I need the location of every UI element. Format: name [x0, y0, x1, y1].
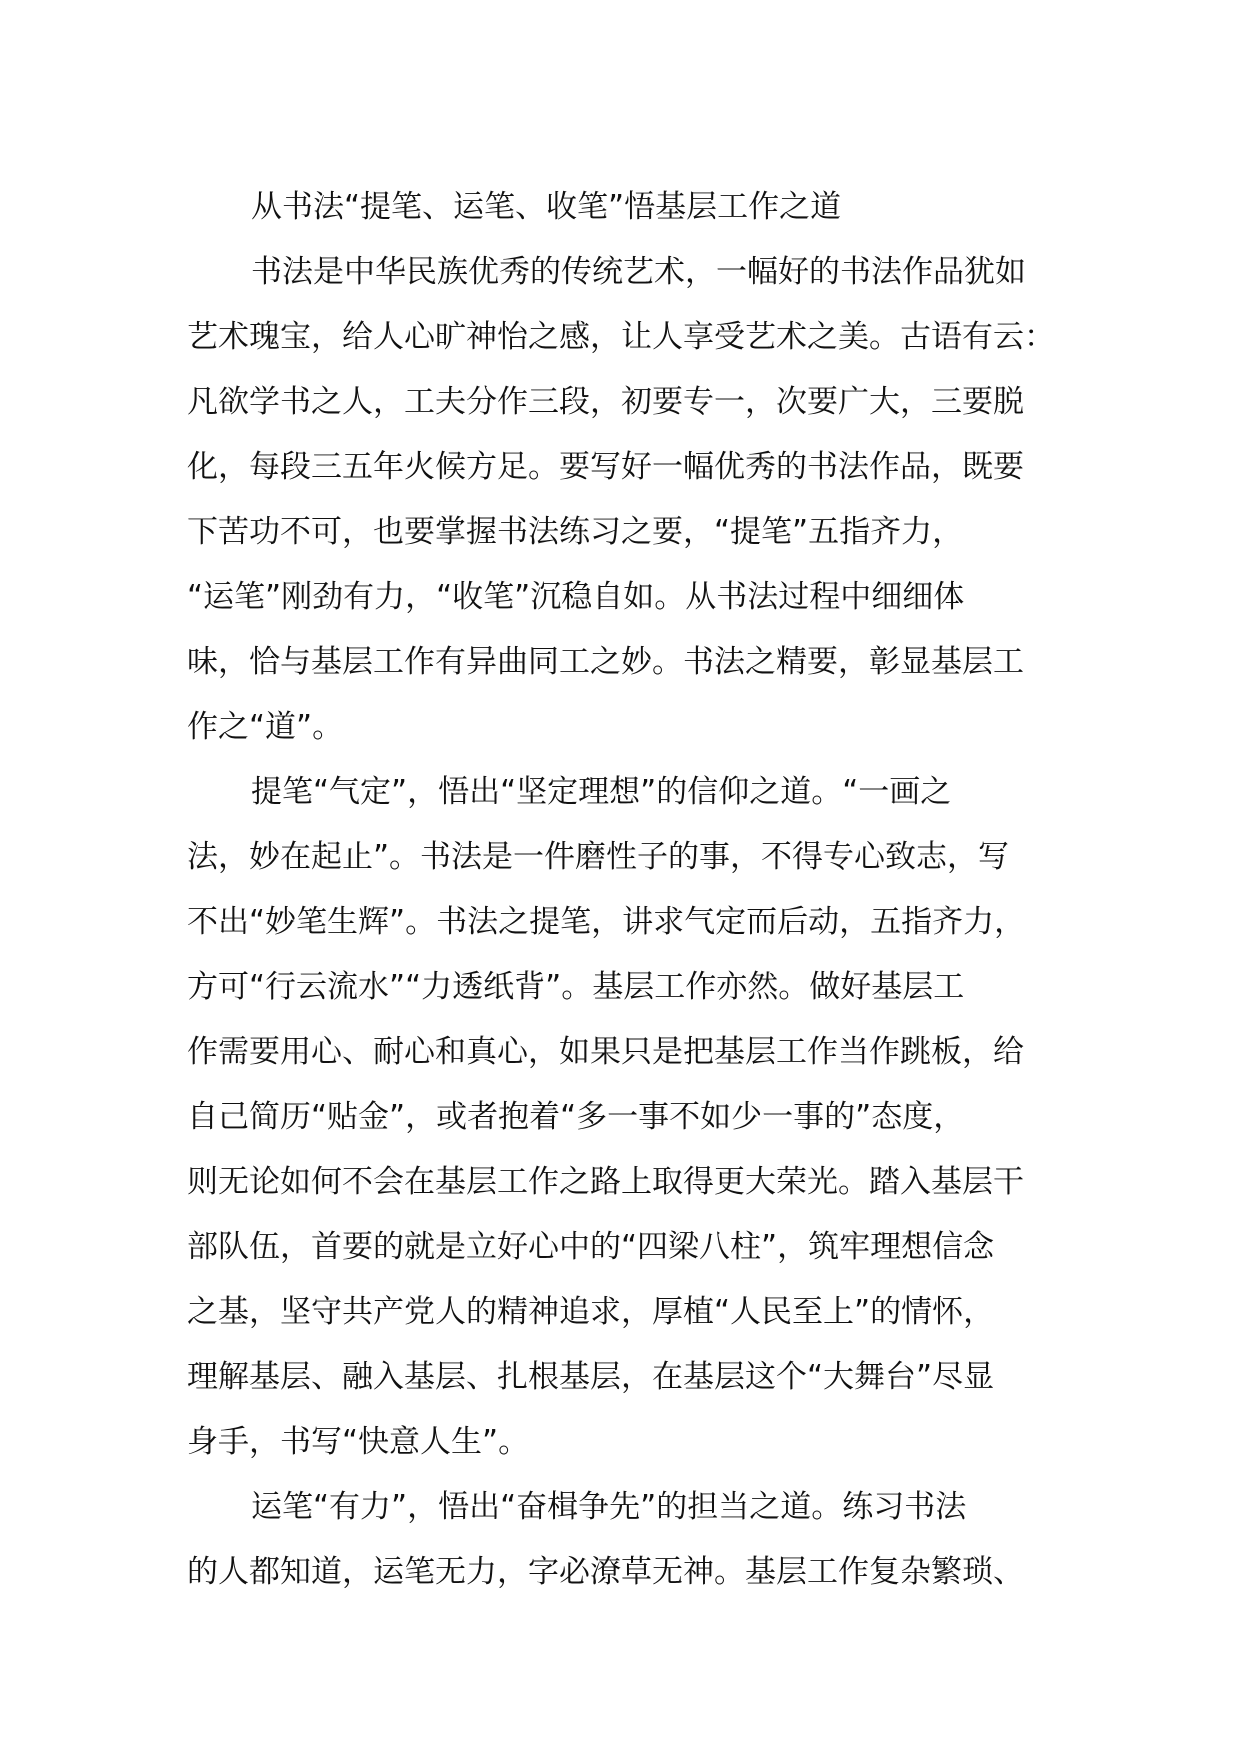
text-line: 凡欲学书之人，工夫分作三段，初要专一，次要广大，三要脱: [187, 384, 1024, 420]
text-line: 方可“行云流水”“力透纸背”。基层工作亦然。做好基层工: [187, 969, 965, 1005]
text-line: 作之“道”。: [187, 709, 344, 745]
paragraph-yunbi: [187, 1475, 1087, 1605]
document-body: [187, 175, 1087, 1605]
document-title: 从书法“提笔、运笔、收笔”悟基层工作之道: [251, 189, 842, 225]
text-line: 下苦功不可，也要掌握书法练习之要，“提笔”五指齐力，: [187, 514, 964, 550]
paragraph-tibi: [187, 760, 1087, 1475]
text-line: 理解基层、融入基层、扎根基层，在基层这个“大舞台”尽显: [187, 1359, 995, 1395]
text-line: 味，恰与基层工作有异曲同工之妙。书法之精要，彰显基层工: [187, 644, 1024, 680]
text-line: 作需要用心、耐心和真心，如果只是把基层工作当作跳板，给: [187, 1034, 1024, 1070]
text-line: 之基，坚守共产党人的精神追求，厚植“人民至上”的情怀，: [187, 1294, 995, 1330]
text-line: 提笔“气定”，悟出“坚定理想”的信仰之道。“一画之: [251, 774, 952, 810]
text-line: 部队伍，首要的就是立好心中的“四梁八柱”，筑牢理想信念: [187, 1229, 995, 1265]
text-line: 不出“妙笔生辉”。书法之提笔，讲求气定而后动，五指齐力，: [187, 904, 1026, 940]
text-line: 自己简历“贴金”，或者抱着“多一事不如少一事的”态度，: [187, 1099, 965, 1135]
text-line: 身手，书写“快意人生”。: [187, 1424, 530, 1460]
paragraph-intro: [187, 240, 1087, 760]
text-line: 运笔“有力”，悟出“奋楫争先”的担当之道。练习书法: [251, 1489, 967, 1525]
text-line: 艺术瑰宝，给人心旷神怡之感，让人享受艺术之美。古语有云：: [187, 319, 1055, 355]
text-line: 书法是中华民族优秀的传统艺术，一幅好的书法作品犹如: [251, 254, 1026, 290]
text-line: 法，妙在起止”。书法是一件磨性子的事，不得专心致志，写: [187, 839, 1010, 875]
text-line: 化，每段三五年火候方足。要写好一幅优秀的书法作品，既要: [187, 449, 1024, 485]
text-line: 的人都知道，运笔无力，字必潦草无神。基层工作复杂繁琐、: [187, 1554, 1024, 1590]
text-line: “运笔”刚劲有力，“收笔”沉稳自如。从书法过程中细细体: [187, 579, 965, 615]
text-line: 则无论如何不会在基层工作之路上取得更大荣光。踏入基层干: [187, 1164, 1024, 1200]
